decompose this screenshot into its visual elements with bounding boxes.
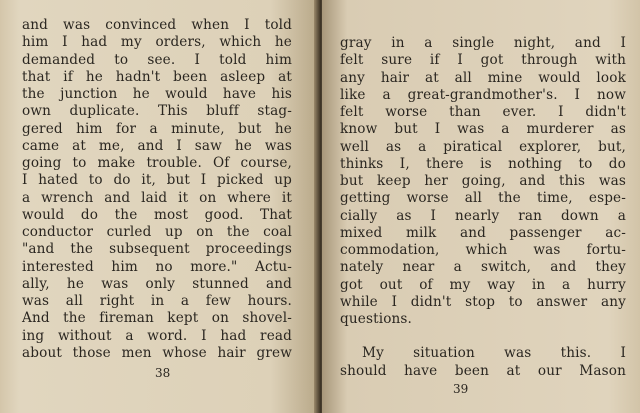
text-line: My situation was this. I: [362, 345, 626, 362]
left-page-text: [22, 17, 292, 362]
text-line: demanded to see. I told him: [22, 51, 292, 68]
text-line: cially as I nearly ran down a: [340, 207, 626, 224]
text-line: got out of my way in a hurry: [340, 276, 626, 293]
text-line: that if he hadn't been asleep at: [22, 68, 292, 85]
text-line: came at me, and I saw he was: [22, 137, 292, 154]
text-line: know but I was a murderer as: [340, 121, 626, 138]
text-line: but keep her going, and this was: [340, 173, 626, 189]
text-line: felt worse than ever. I didn't: [340, 104, 626, 120]
text-line: I hated to do it, but I picked up: [22, 172, 292, 189]
text-line: And the fireman kept on shovel-: [22, 310, 292, 327]
page-number: 38: [155, 366, 171, 380]
right-page-text: [340, 35, 626, 380]
text-line: while I didn't stop to answer any: [340, 293, 626, 310]
text-line: gered him for a minute, but he: [22, 120, 292, 137]
text-line: "and the subsequent proceedings: [22, 241, 292, 258]
text-line: interested him no more." Actu-: [22, 258, 292, 275]
text-line: like a great-grandmother's. I now: [340, 86, 626, 103]
text-line: ally, he was only stunned and: [22, 275, 292, 292]
text-line: about those men whose hair grew: [22, 344, 292, 361]
text-line: any hair at all mine would look: [340, 69, 626, 86]
left-page: [0, 0, 318, 413]
text-line: nately near a switch, and they: [340, 259, 626, 276]
text-line: thinks I, there is nothing to do: [340, 155, 626, 172]
text-line: a wrench and laid it on where it: [22, 189, 292, 206]
text-line: him I had my orders, which he: [22, 34, 292, 51]
text-line: was all right in a few hours.: [22, 293, 292, 309]
text-line: mixed milk and passenger ac-: [340, 224, 626, 241]
text-line: conductor curled up on the coal: [22, 224, 292, 240]
text-line: should have been at our Mason: [340, 362, 626, 379]
text-line: would do the most good. That: [22, 206, 292, 223]
text-line: questions.: [340, 311, 413, 327]
text-line: own duplicate. This bluff stag-: [22, 103, 292, 120]
page-number: 39: [453, 382, 469, 396]
text-line: gray in a single night, and I: [340, 35, 626, 51]
right-page: [322, 0, 640, 413]
text-line: commodation, which was fortu-: [340, 242, 626, 258]
text-line: going to make trouble. Of course,: [22, 155, 292, 171]
text-line: and was convinced when I told: [22, 17, 292, 33]
text-line: well as a piratical explorer, but,: [340, 138, 626, 155]
text-line: ing without a word. I had read: [22, 327, 292, 344]
text-line: felt sure if I got through with: [340, 52, 626, 69]
text-line: getting worse all the time, espe-: [340, 190, 626, 207]
text-line: the junction he would have his: [22, 86, 292, 102]
